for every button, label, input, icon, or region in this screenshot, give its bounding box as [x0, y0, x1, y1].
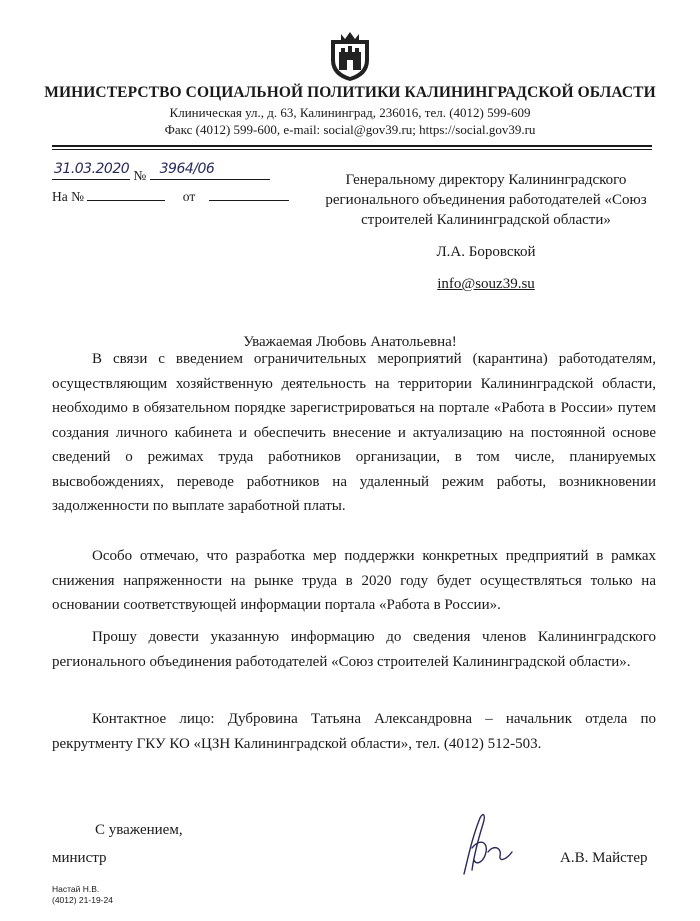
- from-label: от: [182, 189, 196, 204]
- paragraph-4: Контактное лицо: Дубровина Татьяна Александровна – начальник отдела по рекрутменту ГКУ КО «ЦЗН Калининградской области», тел. (4012) 512-503.: [52, 711, 656, 752]
- number-label: №: [133, 168, 147, 183]
- paragraph-2: Особо отмечаю, что разработка мер поддержки конкретных предприятий в рамках снижения напряженности на рынке труда в 2020 году будет осуществляться только на основании соответствующей информации портала «Работа в России».: [52, 548, 656, 613]
- addressee-line: регионального объединения работодателей «Союз: [325, 192, 647, 208]
- closing: С уважением,: [95, 822, 183, 838]
- paragraph-3: Прошу довести указанную информацию до сведения членов Калининградского регионального объединения работодателей «Союз строителей Калининградской области».: [52, 629, 656, 670]
- outgoing-date: 31.03.2020: [54, 161, 130, 177]
- address-line: Клиническая ул., д. 63, Калининград, 236016, тел. (4012) 599-609: [169, 105, 531, 120]
- header-rule-thin: [52, 149, 652, 150]
- signer-position: министр: [52, 850, 107, 866]
- addressee-email-link[interactable]: info@souz39.su: [437, 276, 535, 292]
- header-rule: [52, 145, 652, 147]
- addressee-line: строителей Калининградской области»: [361, 212, 611, 228]
- executor-phone: (4012) 21-19-24: [52, 895, 113, 905]
- outgoing-number: 3964/06: [159, 161, 215, 177]
- handwritten-signature-icon: [450, 808, 520, 880]
- addressee-block: [316, 170, 656, 294]
- executor-name: Настай Н.В.: [52, 884, 100, 894]
- greeting: Уважаемая Любовь Анатольевна!: [243, 334, 457, 350]
- addressee-line: Генеральному директору Калининградского: [345, 172, 627, 188]
- signer-name: А.В. Майстер: [560, 850, 648, 866]
- outgoing-registration: [52, 161, 270, 184]
- incoming-reference: [52, 186, 289, 205]
- contacts-line: Факс (4012) 599-600, e-mail: social@gov39.ru; https://social.gov39.ru: [164, 122, 536, 137]
- addressee-name: Л.А. Боровской: [436, 244, 536, 260]
- ministry-title: МИНИСТЕРСТВО СОЦИАЛЬНОЙ ПОЛИТИКИ КАЛИНИНГРАДСКОЙ ОБЛАСТИ: [44, 84, 656, 101]
- coat-of-arms-icon: [327, 30, 373, 82]
- paragraph-1: В связи с введением ограничительных мероприятий (карантина) работодателям, осуществляющим хозяйственную деятельность на территории Калининградской области, необходимо в обязательном порядке зарегистрироваться на портале «Работа в России» путем создания личного кабинета и обеспечить внесение и актуализацию на постоянной основе сведений о режимах труда работников организации, в том числе, планируемых высвобождениях, переводе работников на удаленный режим работы, возникновении задолженности по выплате заработной платы.: [52, 351, 656, 514]
- ref-label: На №: [52, 189, 84, 204]
